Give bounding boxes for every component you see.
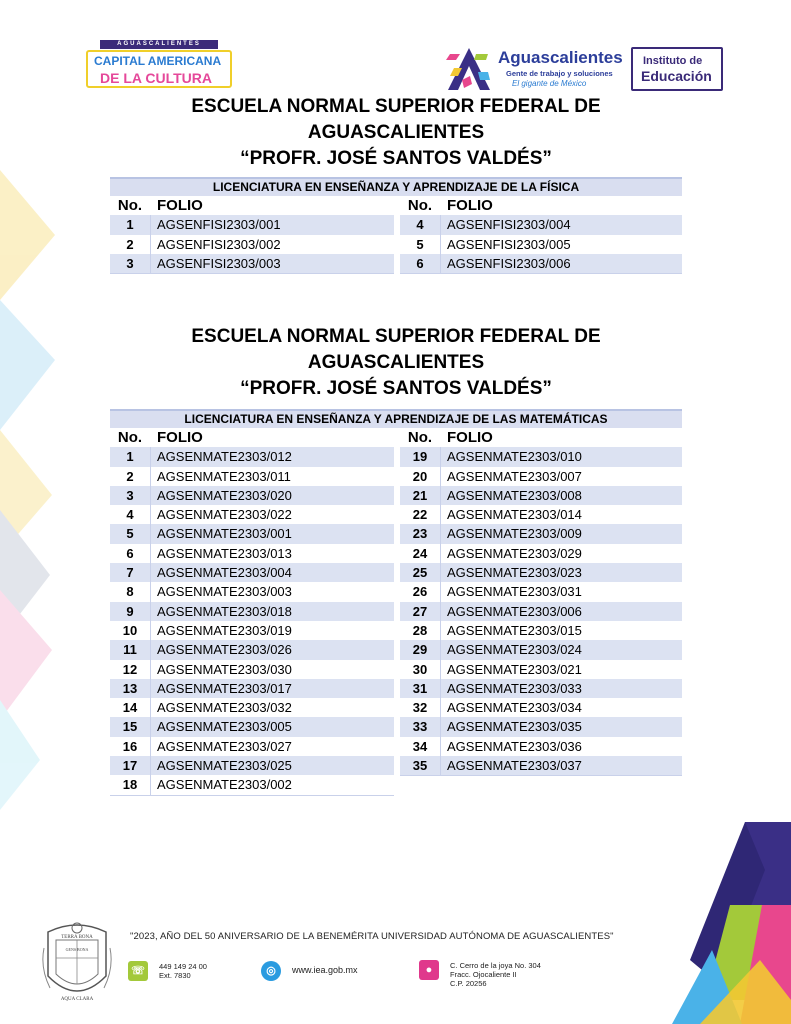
- row-folio: AGSENMATE2303/017: [157, 680, 292, 696]
- row-folio: AGSENMATE2303/030: [157, 661, 292, 677]
- table-row: [110, 235, 394, 254]
- table-row: [400, 640, 682, 659]
- table-row: [400, 544, 682, 563]
- logo-iea-line2: Educación: [641, 68, 712, 84]
- table-columns: [110, 196, 682, 273]
- logo-ags-slogan: El gigante de México: [512, 79, 587, 88]
- table-row: [400, 235, 682, 254]
- table-row: [110, 679, 394, 698]
- row-folio: AGSENMATE2303/035: [447, 719, 582, 735]
- row-number: 11: [123, 642, 137, 658]
- folio-table-matematicas: [110, 409, 682, 795]
- row-folio: AGSENFISI2303/004: [447, 217, 571, 233]
- table-row: [400, 582, 682, 601]
- row-number: 5: [126, 526, 134, 542]
- row-folio: AGSENMATE2303/034: [447, 700, 582, 716]
- row-folio: AGSENMATE2303/025: [157, 758, 292, 774]
- cell-divider: [440, 486, 441, 505]
- cell-divider: [150, 544, 151, 563]
- row-number: 26: [412, 584, 428, 600]
- row-folio: AGSENMATE2303/024: [447, 642, 582, 658]
- table-row: [400, 621, 682, 640]
- cell-divider: [440, 756, 441, 775]
- row-folio: AGSENMATE2303/001: [157, 526, 292, 542]
- row-number: 24: [412, 545, 428, 561]
- cell-divider: [150, 486, 151, 505]
- logo-cac-line1: CAPITAL AMERICANA: [94, 54, 222, 68]
- table-row: [110, 486, 394, 505]
- table-row: [110, 524, 394, 543]
- shield-text-middle: GENS BONA: [65, 947, 89, 952]
- row-folio: AGSENMATE2303/026: [157, 642, 292, 658]
- row-number: 9: [126, 603, 134, 619]
- table-row: [110, 756, 394, 775]
- table-row: [400, 467, 682, 486]
- row-number: 1: [126, 449, 134, 465]
- row-folio: AGSENFISI2303/002: [157, 236, 281, 252]
- column-header-row: [400, 428, 682, 447]
- column-header-no: No.: [117, 429, 143, 446]
- cell-divider: [150, 717, 151, 736]
- section-title-matematicas: [110, 324, 682, 402]
- title-line: ESCUELA NORMAL SUPERIOR FEDERAL DE: [191, 96, 601, 117]
- column-header-no: No.: [407, 197, 433, 214]
- cell-divider: [440, 254, 441, 273]
- cell-divider: [440, 447, 441, 466]
- table-column-right: [400, 196, 682, 274]
- row-folio: AGSENMATE2303/010: [447, 449, 582, 465]
- row-number: 3: [126, 487, 134, 503]
- row-folio: AGSENMATE2303/011: [157, 468, 291, 484]
- table-row: [110, 582, 394, 601]
- row-folio: AGSENMATE2303/029: [447, 545, 582, 561]
- cell-divider: [150, 254, 151, 273]
- table-column-left: [110, 196, 394, 274]
- table-row: [110, 698, 394, 717]
- cell-divider: [150, 563, 151, 582]
- row-number: 32: [412, 700, 428, 716]
- row-folio: AGSENMATE2303/013: [157, 545, 292, 561]
- table-row: [110, 602, 394, 621]
- column-header-folio: FOLIO: [447, 429, 493, 446]
- row-folio: AGSENFISI2303/006: [447, 255, 571, 271]
- footer-address: [450, 961, 541, 988]
- row-folio: AGSENMATE2303/022: [157, 507, 292, 523]
- phone-icon: ☏: [128, 961, 148, 981]
- row-folio: AGSENMATE2303/014: [447, 507, 582, 523]
- row-folio: AGSENMATE2303/033: [447, 680, 582, 696]
- row-number: 14: [122, 700, 138, 716]
- row-number: 4: [416, 217, 424, 233]
- row-folio: AGSENMATE2303/021: [447, 661, 582, 677]
- column-header-row: [110, 196, 394, 215]
- cell-divider: [440, 602, 441, 621]
- table-column-left: [110, 428, 394, 796]
- cell-divider: [440, 679, 441, 698]
- cell-divider: [440, 544, 441, 563]
- cell-divider: [440, 235, 441, 254]
- state-coat-of-arms-icon: [40, 918, 114, 1006]
- cell-divider: [440, 621, 441, 640]
- row-folio: AGSENMATE2303/007: [447, 468, 582, 484]
- row-number: 6: [126, 545, 134, 561]
- row-number: 16: [122, 738, 138, 754]
- row-number: 17: [122, 758, 138, 774]
- row-folio: AGSENMATE2303/018: [157, 603, 292, 619]
- table-row: [110, 660, 394, 679]
- aguascalientes-government-logo: [446, 46, 626, 94]
- row-folio: AGSENMATE2303/003: [157, 584, 292, 600]
- cell-divider: [440, 717, 441, 736]
- table-row: [400, 660, 682, 679]
- row-number: 20: [412, 468, 428, 484]
- column-header-folio: FOLIO: [157, 197, 203, 214]
- cell-divider: [150, 698, 151, 717]
- cell-divider: [440, 467, 441, 486]
- cell-divider: [440, 698, 441, 717]
- row-folio: AGSENMATE2303/027: [157, 738, 292, 754]
- row-folio: AGSENMATE2303/002: [157, 777, 292, 793]
- table-row: [400, 679, 682, 698]
- row-folio: AGSENMATE2303/005: [157, 719, 292, 735]
- address-line: Fracc. Ojocaliente II: [450, 970, 517, 979]
- cell-divider: [150, 467, 151, 486]
- column-header-row: [110, 428, 394, 447]
- table-row: [400, 215, 682, 234]
- row-folio: AGSENMATE2303/031: [447, 584, 582, 600]
- row-number: 27: [412, 603, 428, 619]
- cell-divider: [440, 582, 441, 601]
- table-row: [110, 717, 394, 736]
- table-columns: [110, 428, 682, 795]
- cell-divider: [150, 235, 151, 254]
- row-number: 31: [412, 680, 428, 696]
- cell-divider: [150, 737, 151, 756]
- row-number: 19: [412, 449, 428, 465]
- row-number: 5: [416, 236, 424, 252]
- instituto-educacion-logo: [631, 47, 723, 91]
- column-header-folio: FOLIO: [447, 197, 493, 214]
- cell-divider: [440, 660, 441, 679]
- table-row: [110, 544, 394, 563]
- row-folio: AGSENMATE2303/008: [447, 487, 582, 503]
- capital-americana-cultura-logo: [86, 40, 232, 90]
- shield-text-top: TERRA BONA: [61, 935, 93, 940]
- row-number: 6: [416, 255, 424, 271]
- row-folio: AGSENMATE2303/009: [447, 526, 582, 542]
- table-row: [110, 563, 394, 582]
- cell-divider: [150, 447, 151, 466]
- cell-divider: [150, 621, 151, 640]
- column-header-row: [400, 196, 682, 215]
- row-number: 1: [126, 217, 134, 233]
- row-number: 23: [412, 526, 428, 542]
- row-folio: AGSENMATE2303/019: [157, 622, 292, 638]
- cell-divider: [150, 215, 151, 234]
- table-row: [110, 640, 394, 659]
- row-folio: AGSENMATE2303/020: [157, 487, 292, 503]
- row-number: 4: [126, 507, 134, 523]
- phone-number: 449 149 24 00: [159, 962, 207, 971]
- title-line: AGUASCALIENTES: [307, 352, 485, 373]
- logo-cac-line2: DE LA CULTURA: [100, 70, 212, 86]
- cell-divider: [150, 602, 151, 621]
- table-row: [400, 447, 682, 466]
- table-row: [110, 505, 394, 524]
- row-folio: AGSENMATE2303/037: [447, 758, 582, 774]
- table-row: [110, 254, 394, 274]
- row-number: 18: [122, 777, 138, 793]
- table-row: [400, 563, 682, 582]
- table-row: [110, 215, 394, 234]
- row-number: 7: [126, 565, 134, 581]
- cell-divider: [150, 505, 151, 524]
- row-number: 8: [126, 584, 134, 600]
- row-folio: AGSENFISI2303/001: [157, 217, 281, 233]
- column-header-no: No.: [117, 197, 143, 214]
- table-row: [110, 737, 394, 756]
- cell-divider: [150, 775, 151, 794]
- cell-divider: [440, 640, 441, 659]
- row-number: 2: [126, 468, 134, 484]
- row-number: 3: [126, 255, 134, 271]
- row-number: 21: [412, 487, 428, 503]
- cell-divider: [150, 640, 151, 659]
- section-title-fisica: [110, 94, 682, 172]
- row-folio: AGSENMATE2303/015: [447, 622, 582, 638]
- table-row: [110, 621, 394, 640]
- cell-divider: [150, 524, 151, 543]
- footer-phone: [159, 962, 207, 980]
- address-line: C. Cerro de la joya No. 304: [450, 961, 541, 970]
- table-row: [400, 756, 682, 776]
- row-folio: AGSENMATE2303/023: [447, 565, 582, 581]
- cell-divider: [150, 679, 151, 698]
- table-row: [400, 524, 682, 543]
- row-folio: AGSENMATE2303/006: [447, 603, 582, 619]
- cell-divider: [150, 660, 151, 679]
- footer-website-link[interactable]: www.iea.gob.mx: [292, 965, 358, 975]
- shield-text-bottom: AQUA CLARA: [60, 997, 94, 1002]
- cell-divider: [150, 582, 151, 601]
- row-number: 28: [412, 622, 428, 638]
- logo-cac-top: AGUASCALIENTES: [100, 40, 218, 49]
- cell-divider: [440, 563, 441, 582]
- row-number: 34: [412, 738, 428, 754]
- row-number: 22: [412, 507, 428, 523]
- cell-divider: [440, 737, 441, 756]
- row-folio: AGSENFISI2303/003: [157, 255, 281, 271]
- row-number: 29: [412, 642, 428, 658]
- row-folio: AGSENMATE2303/036: [447, 738, 582, 754]
- row-number: 10: [122, 622, 138, 638]
- row-number: 25: [412, 565, 428, 581]
- footer-slogan: "2023, AÑO DEL 50 ANIVERSARIO DE LA BENEMÉRITA UNIVERSIDAD AUTÓNOMA DE AGUASCALIENTES": [130, 931, 614, 942]
- row-number: 30: [412, 661, 428, 677]
- table-row: [400, 602, 682, 621]
- table-row: [400, 254, 682, 274]
- table-row: [400, 486, 682, 505]
- program-header: LICENCIATURA EN ENSEÑANZA Y APRENDIZAJE DE LA FÍSICA: [110, 177, 682, 196]
- program-header: LICENCIATURA EN ENSEÑANZA Y APRENDIZAJE DE LAS MATEMÁTICAS: [110, 409, 682, 428]
- table-row: [110, 467, 394, 486]
- row-folio: AGSENMATE2303/012: [157, 449, 292, 465]
- column-header-folio: FOLIO: [157, 429, 203, 446]
- title-line: ESCUELA NORMAL SUPERIOR FEDERAL DE: [191, 326, 601, 347]
- row-number: 2: [126, 236, 134, 252]
- column-header-no: No.: [407, 429, 433, 446]
- cell-divider: [440, 215, 441, 234]
- cell-divider: [440, 505, 441, 524]
- table-row: [110, 447, 394, 466]
- globe-icon: ◎: [261, 961, 281, 981]
- logo-iea-line1: Instituto de: [643, 55, 703, 67]
- row-folio: AGSENMATE2303/004: [157, 565, 292, 581]
- title-line: “PROFR. JOSÉ SANTOS VALDÉS”: [240, 378, 552, 399]
- title-line: AGUASCALIENTES: [307, 122, 485, 143]
- cell-divider: [440, 524, 441, 543]
- table-row: [400, 698, 682, 717]
- table-row: [400, 717, 682, 736]
- logo-ags-name: Aguascalientes: [498, 48, 623, 67]
- row-number: 12: [122, 661, 138, 677]
- location-pin-icon: ●: [419, 960, 439, 980]
- aguascalientes-a-icon: [446, 46, 492, 92]
- row-number: 33: [412, 719, 428, 735]
- table-row: [400, 505, 682, 524]
- table-row: [110, 775, 394, 795]
- table-column-right: [400, 428, 682, 776]
- logo-ags-tagline: Gente de trabajo y soluciones: [506, 69, 613, 78]
- phone-extension: Ext. 7830: [159, 971, 191, 980]
- row-number: 15: [122, 719, 138, 735]
- row-folio: AGSENFISI2303/005: [447, 236, 571, 252]
- title-line: “PROFR. JOSÉ SANTOS VALDÉS”: [240, 148, 552, 169]
- row-folio: AGSENMATE2303/032: [157, 700, 292, 716]
- row-number: 13: [122, 680, 138, 696]
- folio-table-fisica: [110, 177, 682, 273]
- row-number: 35: [412, 758, 428, 774]
- table-row: [400, 737, 682, 756]
- cell-divider: [150, 756, 151, 775]
- address-line: C.P. 20256: [450, 979, 487, 988]
